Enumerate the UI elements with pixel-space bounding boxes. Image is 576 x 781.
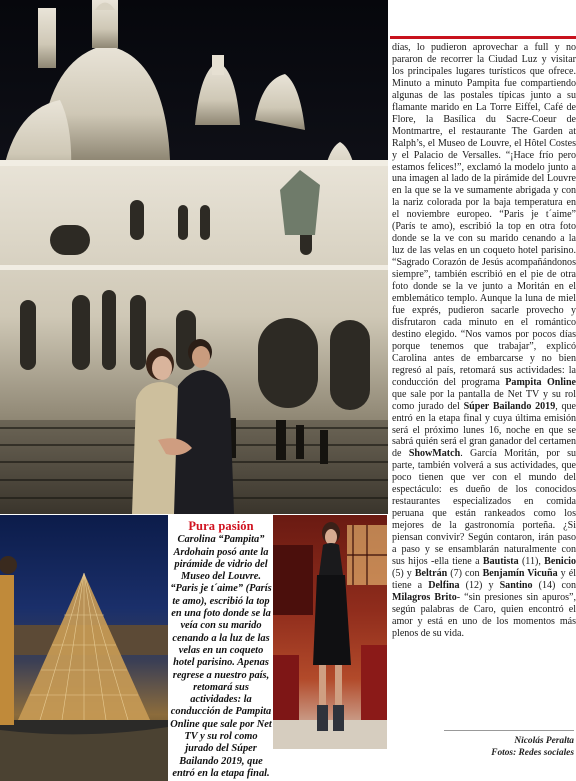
photo-credit: Fotos: Redes sociales [491, 748, 574, 758]
credits [390, 735, 574, 759]
louvre-pyramid-illustration [0, 515, 168, 781]
child-name: Benicio [544, 555, 576, 567]
caption-title: Pura pasión [188, 519, 254, 533]
partner-name: Milagros Brito [392, 591, 457, 603]
child-name: Santino [499, 579, 533, 591]
program-name: Pampita Online [505, 376, 576, 388]
article-text: - “sin presiones sin apuros”, según palabras de Caro, quien encontró el amor y está en uno de los momentos más plenos de su vida. [392, 591, 576, 639]
child-name: Beltrán [414, 567, 448, 579]
article-text: (5) y [392, 567, 415, 579]
child-name: Delfina [428, 579, 460, 591]
pampita-hotel-illustration [273, 515, 387, 749]
article-text: (14) con [532, 579, 576, 591]
article-text: . García Moritán, por su parte, también volverá a sus actividades, que poco tienen que ver con el mundo del espectáculo: es dueño de los conocidos restaurantes especializados en comida peruana que están rankeados como los mejores de la gastronomía porteña. ¿Si piensan convivir? Según contaron, irán paso a paso y se ensamblarán naturalmente con sus hijos -ella tiene a [392, 448, 576, 567]
article-text: (7) con [447, 567, 483, 579]
author-credit: Nicolás Peralta [514, 736, 574, 746]
article-text: días, lo pudieron aprovechar a full y no pararon de recorrer la Ciudad Luz y visitar los principales lugares turísticos que ofrece. Minuto a minuto Pampita fue compartiendo algunas de las postales típicas junto a su flamante marido en La Torre Eiffel, Café de Flore, la Basílica du Sacre-Coeur de Montmartre, el restaurante The Garden at Ralph’s, el Museo de Louvre, el Hôtel Costes y el Palacio de Versalles. “¡Hace frío pero estamos felices!”, exclamó la modelo junto a una imagen al lado de la pirámide del Louvre en la que se la ve sumamente abrigada y con la nariz colorada por la baja temperatura en el noviembre europeo. “Paris je t´aime” (París te amo), escribió la top en otra foto donde se la ve con su marido cenando a la luz de las velas en un coqueto hotel parisino. “Sagrado Corazón de Jesús acompañándonos siempre”, también escribió en el pie de otra foto donde se la ve junto a Moritán en el emblemático templo. Aunque la luna de miel fue exprés, pudieron sacarle provecho y disfrutaron cada minuto en el romántico destino elegido. “Nos vamos por pocos días porque tenemos que trabajar”, explicó Carolina antes de embarcarse y no bien regresó al país, retomará sus actividades: la conducción del programa [392, 42, 576, 388]
sacre-coeur-photo [0, 0, 388, 514]
pampita-hotel-photo [273, 515, 387, 749]
article-text: que sale por la pantalla de Net TV y su rol como jurado del [392, 388, 576, 412]
article-text: (11), [518, 555, 545, 567]
credits-divider [444, 730, 574, 731]
article-text: y él tiene a [392, 567, 576, 591]
photo-caption [170, 520, 272, 780]
louvre-pyramid-photo [0, 515, 168, 781]
couple-figures [122, 330, 240, 514]
article-text: , que entró en la etapa final y cuya última emisión será el próximo lunes 16, noche en que se sabrá quién será el gran ganador del certamen de [392, 400, 576, 460]
show-name: Súper Bailando 2019 [463, 400, 556, 412]
article-text: (12) y [459, 579, 500, 591]
caption-body: Carolina “Pampita” Ardohain posó ante la pirámide de vidrio del Museo del Louvre. “Paris je t´aime” (París te amo), escribió la top en una foto donde se la veía con su marido cenando a la luz de las velas en un coqueto hotel parisino. Apenas regrese a nuestro país, retomará sus actividades: la conducción de Pampita Online que sale por Net TV y su rol como jurado del Súper Bailando 2019, que entró en la etapa final. [170, 534, 272, 779]
child-name: Bautista [482, 555, 519, 567]
accent-rule [390, 36, 576, 39]
partner-name: Benjamín Vicuña [482, 567, 558, 579]
article-body [392, 42, 576, 640]
contest-name: ShowMatch [408, 448, 461, 460]
